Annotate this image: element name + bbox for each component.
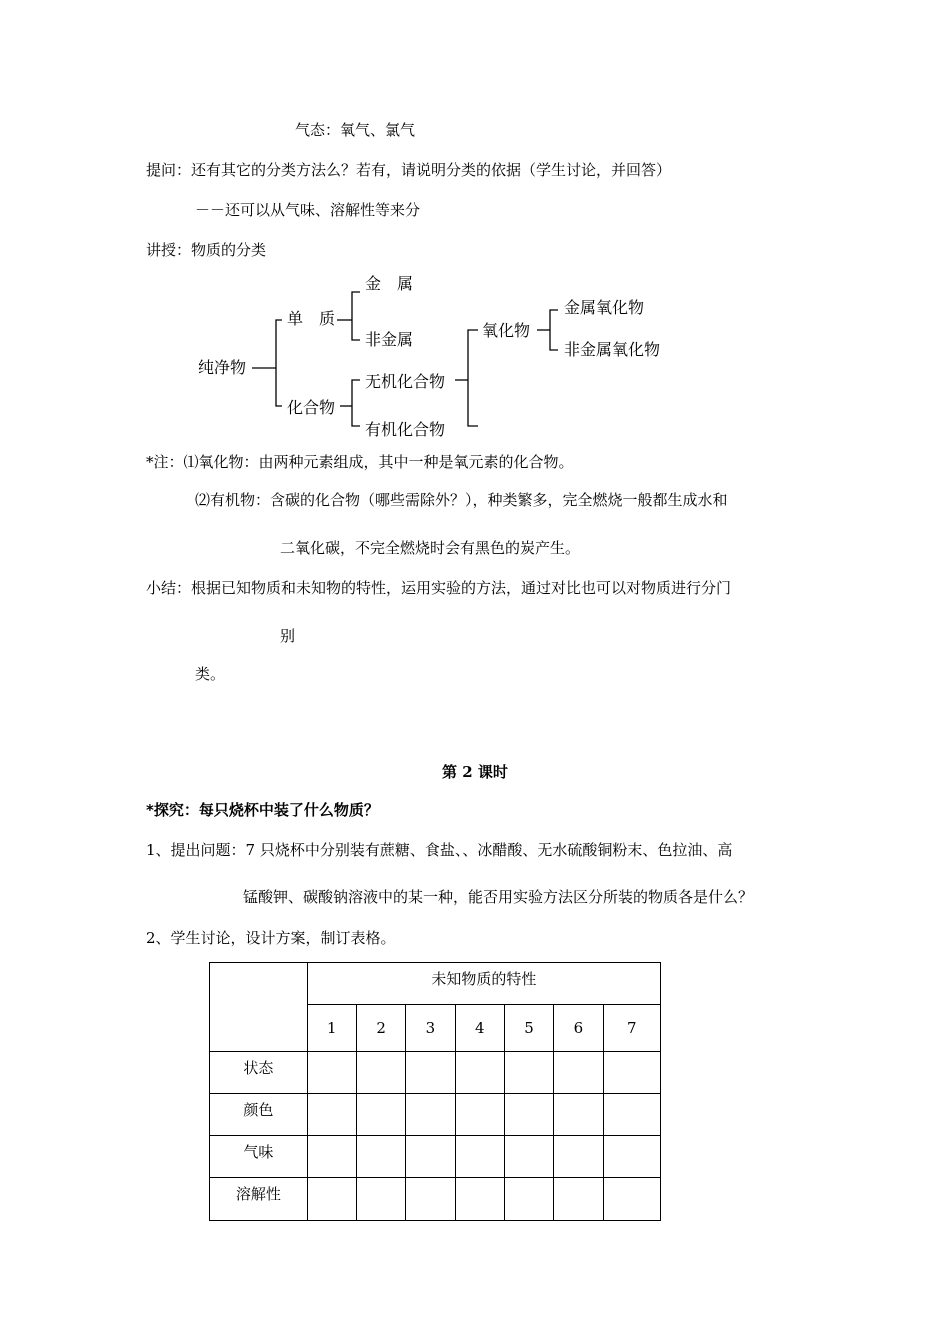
table-cell	[406, 1052, 455, 1094]
table-cell	[406, 1136, 455, 1178]
table-cell	[554, 1178, 603, 1221]
tree-nonmetal: 非金属	[365, 330, 414, 349]
table-row	[210, 1136, 661, 1178]
question-line: 提问：还有其它的分类方法么？若有，请说明分类的依据（学生讨论，并回答）	[146, 161, 672, 179]
table-cell	[307, 1094, 356, 1136]
summary-line: 小结：根据已知物质和未知物的特性，运用实验的方法，通过对比也可以对物质进行分门	[146, 579, 732, 597]
table-cell	[504, 1178, 553, 1221]
table-cell	[504, 1052, 553, 1094]
tree-oxide: 氧化物	[482, 321, 531, 340]
column-header: 4	[455, 1005, 504, 1052]
column-header: 7	[603, 1005, 660, 1052]
properties-table	[209, 962, 661, 1221]
table-cell	[356, 1052, 405, 1094]
tree-nonmetal-oxide: 非金属氧化物	[564, 340, 661, 359]
column-header: 2	[356, 1005, 405, 1052]
table-cell	[455, 1136, 504, 1178]
tree-metal: 金 属	[365, 274, 414, 293]
item-1-continued: 锰酸钾、碳酸钠溶液中的某一种，能否用实验方法区分所装的物质各是什么？	[243, 888, 754, 906]
table-row	[210, 1178, 661, 1221]
table-cell	[455, 1178, 504, 1221]
item-2: 2、学生讨论，设计方案，制订表格。	[146, 929, 396, 947]
classification-tree	[190, 268, 710, 448]
lesson-heading: 第 2 课时	[442, 763, 508, 781]
table-header: 未知物质的特性	[307, 963, 660, 1005]
item-1: 1、提出问题：7 只烧杯中分别装有蔗糖、食盐、、冰醋酸、无水硫酸铜粉末、色拉油、高	[146, 841, 733, 859]
table-cell	[504, 1094, 553, 1136]
table-cell	[307, 1052, 356, 1094]
table-cell	[307, 1136, 356, 1178]
summary-continued-2: 类。	[195, 665, 226, 683]
summary-continued-1: 别	[280, 627, 296, 645]
tree-compound: 化合物	[287, 398, 336, 417]
column-header: 5	[504, 1005, 553, 1052]
table-cell	[603, 1052, 660, 1094]
table-corner-cell	[210, 963, 308, 1052]
tree-element: 单 质	[287, 309, 336, 328]
tree-root: 纯净物	[198, 358, 247, 377]
table-cell	[554, 1052, 603, 1094]
table-cell	[356, 1136, 405, 1178]
table-cell	[554, 1094, 603, 1136]
tree-metal-oxide: 金属氧化物	[564, 298, 645, 317]
note-organic-continued: 二氧化碳，不完全燃烧时会有黑色的炭产生。	[280, 539, 581, 557]
table-cell	[455, 1094, 504, 1136]
row-label: 气味	[210, 1136, 308, 1178]
table-cell	[603, 1094, 660, 1136]
lecture-line: 讲授：物质的分类	[146, 241, 267, 259]
gas-line: 气态：氧气、氯气	[295, 121, 416, 139]
table-cell	[554, 1136, 603, 1178]
tree-organic: 有机化合物	[365, 420, 446, 439]
table-cell	[307, 1178, 356, 1221]
note-organic: ⑵有机物：含碳的化合物（哪些需除外？），种类繁多，完全燃烧一般都生成水和	[195, 491, 728, 509]
note-oxide: *注：⑴氧化物：由两种元素组成，其中一种是氧元素的化合物。	[146, 453, 574, 471]
table-cell	[406, 1178, 455, 1221]
table-cell	[603, 1136, 660, 1178]
row-label: 溶解性	[210, 1178, 308, 1221]
column-header: 3	[406, 1005, 455, 1052]
row-label: 状态	[210, 1052, 308, 1094]
table-row	[210, 1052, 661, 1094]
table-cell	[504, 1136, 553, 1178]
tree-inorganic: 无机化合物	[365, 372, 446, 391]
explore-heading: *探究：每只烧杯中装了什么物质？	[146, 801, 379, 819]
table-cell	[455, 1052, 504, 1094]
table-cell	[356, 1178, 405, 1221]
table-cell	[603, 1178, 660, 1221]
row-label: 颜色	[210, 1094, 308, 1136]
column-header: 6	[554, 1005, 603, 1052]
answer-line: －－还可以从气味、溶解性等来分	[195, 201, 421, 219]
column-header: 1	[307, 1005, 356, 1052]
table-cell	[406, 1094, 455, 1136]
table-cell	[356, 1094, 405, 1136]
table-row	[210, 1094, 661, 1136]
